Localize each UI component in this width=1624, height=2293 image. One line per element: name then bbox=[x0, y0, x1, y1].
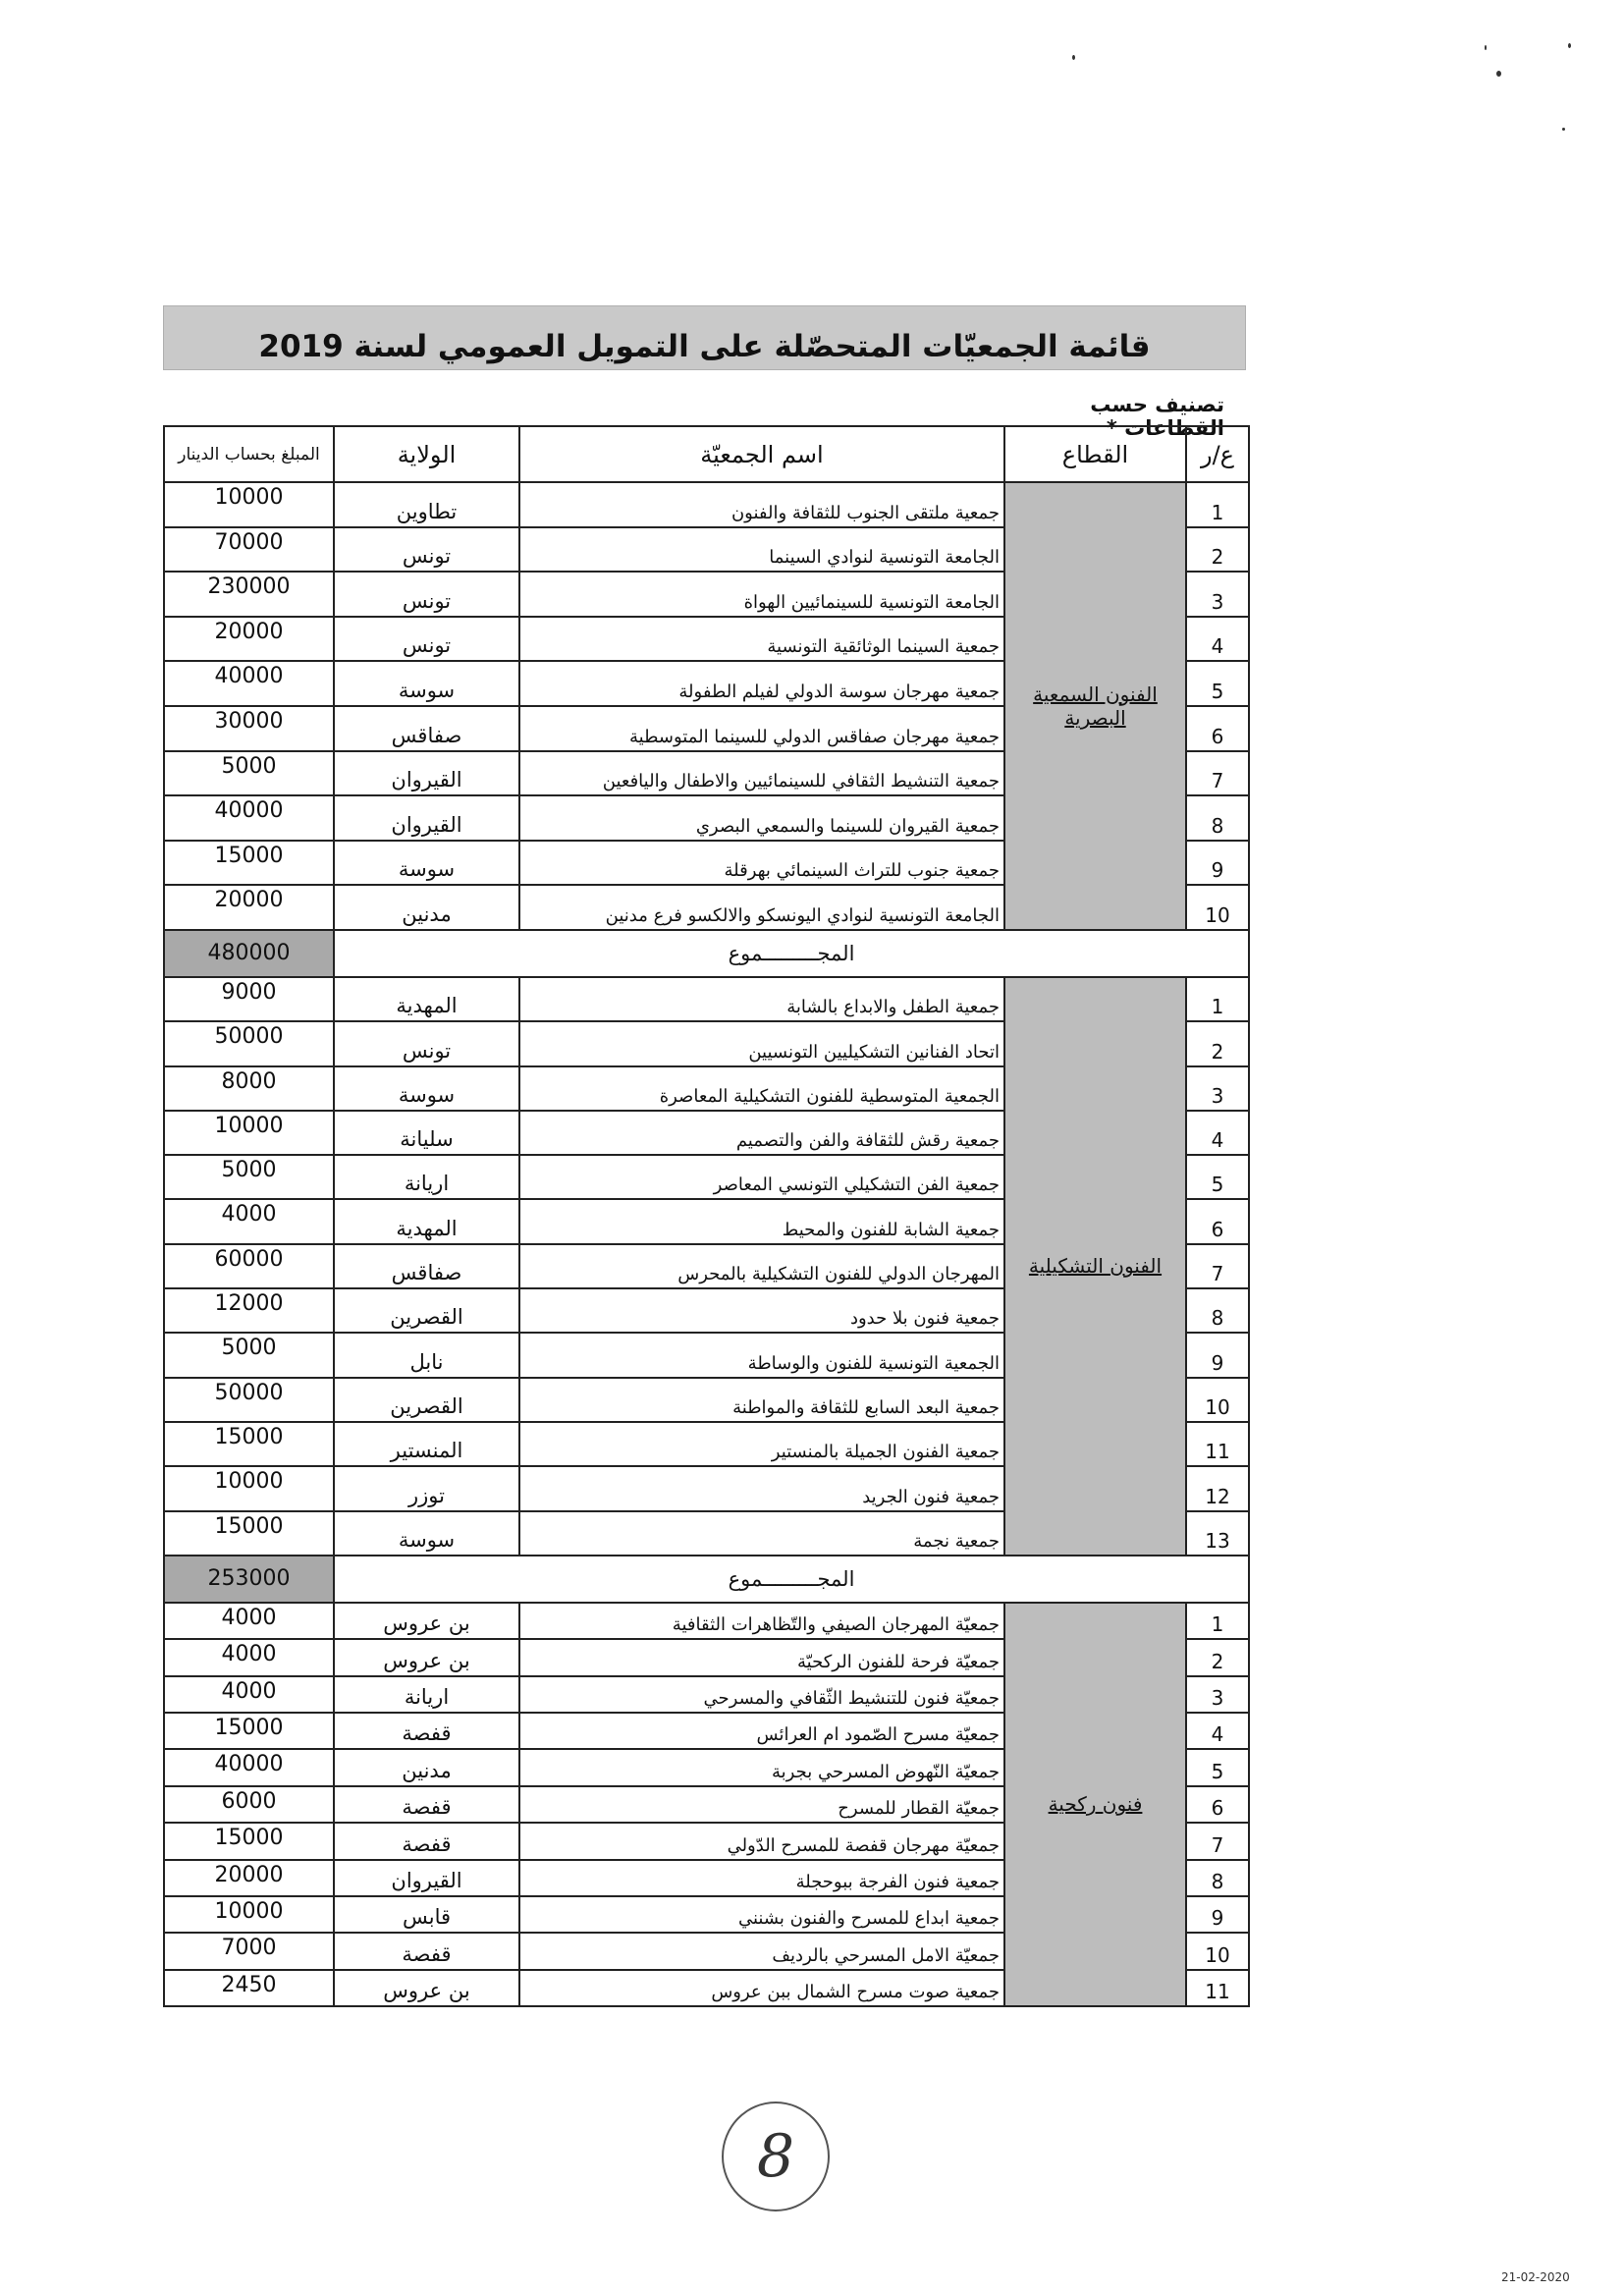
classification-subtitle: تصنيف حسب القطاعات * bbox=[1090, 393, 1224, 440]
row-number: 3 bbox=[1186, 572, 1249, 617]
association-name: جمعية فنون الفرجة ببوحجلة bbox=[519, 1860, 1004, 1896]
amount: 10000 bbox=[164, 482, 334, 527]
row-number: 1 bbox=[1186, 977, 1249, 1021]
association-name: جمعية الفنون الجميلة بالمنستير bbox=[519, 1422, 1004, 1466]
amount: 15000 bbox=[164, 1422, 334, 1466]
page-number-circle bbox=[722, 2102, 830, 2211]
association-name: جمعية ابداع للمسرح والفنون بشنني bbox=[519, 1896, 1004, 1933]
governorate: توزر bbox=[334, 1466, 519, 1510]
total-amount: 480000 bbox=[164, 930, 334, 977]
governorate: المنستير bbox=[334, 1422, 519, 1466]
amount: 40000 bbox=[164, 795, 334, 841]
row-number: 9 bbox=[1186, 841, 1249, 886]
governorate: قفصة bbox=[334, 1933, 519, 1969]
amount: 4000 bbox=[164, 1199, 334, 1243]
associations-table bbox=[163, 425, 1250, 2007]
association-name: جمعيّة مهرجان قفصة للمسرح الدّولي bbox=[519, 1823, 1004, 1859]
amount: 30000 bbox=[164, 706, 334, 751]
row-number: 6 bbox=[1186, 1199, 1249, 1243]
association-name: جمعية البعد السابع للثقافة والمواطنة bbox=[519, 1378, 1004, 1422]
header-name: اسم الجمعيّة bbox=[519, 426, 1004, 482]
governorate: مدنين bbox=[334, 1749, 519, 1785]
governorate: بن عروس bbox=[334, 1603, 519, 1639]
association-name: جمعية رقش للثقافة والفن والتصميم bbox=[519, 1111, 1004, 1155]
row-number: 9 bbox=[1186, 1333, 1249, 1377]
row-number: 10 bbox=[1186, 1378, 1249, 1422]
association-name: المهرجان الدولي للفنون التشكيلية بالمحرس bbox=[519, 1244, 1004, 1288]
amount: 12000 bbox=[164, 1288, 334, 1333]
row-number: 10 bbox=[1186, 1933, 1249, 1969]
row-number: 10 bbox=[1186, 885, 1249, 930]
governorate: بن عروس bbox=[334, 1970, 519, 2006]
association-name: الجمعية المتوسطية للفنون التشكيلية المعاصرة bbox=[519, 1066, 1004, 1111]
governorate: تونس bbox=[334, 572, 519, 617]
sector-cell: الفنون التشكيلية bbox=[1004, 977, 1186, 1556]
header-governorate: الولاية bbox=[334, 426, 519, 482]
amount: 15000 bbox=[164, 1511, 334, 1556]
row-number: 1 bbox=[1186, 1603, 1249, 1639]
sector-cell: فنون ركحية bbox=[1004, 1603, 1186, 2006]
document-title: قائمة الجمعيّات المتحصّلة على التمويل العمومي لسنة 2019 bbox=[258, 329, 1151, 364]
row-number: 1 bbox=[1186, 482, 1249, 527]
governorate: تونس bbox=[334, 527, 519, 573]
header-amount: المبلغ بحساب الدينار bbox=[164, 426, 334, 482]
amount: 40000 bbox=[164, 661, 334, 706]
amount: 10000 bbox=[164, 1466, 334, 1510]
association-name: الجامعة التونسية لنوادي السينما bbox=[519, 527, 1004, 573]
page-number: 8 bbox=[756, 2122, 795, 2191]
governorate: سوسة bbox=[334, 1066, 519, 1111]
association-name: جمعية فنون الجريد bbox=[519, 1466, 1004, 1510]
date-stamp: 21-02-2020 bbox=[1501, 2270, 1570, 2284]
amount: 20000 bbox=[164, 617, 334, 662]
row-number: 7 bbox=[1186, 1823, 1249, 1859]
association-name: جمعية التنشيط الثقافي للسينمائيين والاطفال واليافعين bbox=[519, 751, 1004, 796]
association-name: جمعيّة فنون للتنشيط الثّقافي والمسرحي bbox=[519, 1676, 1004, 1713]
row-number: 6 bbox=[1186, 1786, 1249, 1823]
row-number: 8 bbox=[1186, 1860, 1249, 1896]
governorate: قفصة bbox=[334, 1823, 519, 1859]
association-name: جمعية السينما الوثائقية التونسية bbox=[519, 617, 1004, 662]
association-name: جمعية الشابة للفنون والمحيط bbox=[519, 1199, 1004, 1243]
row-number: 11 bbox=[1186, 1970, 1249, 2006]
governorate: سليانة bbox=[334, 1111, 519, 1155]
total-row bbox=[164, 1556, 1249, 1603]
amount: 7000 bbox=[164, 1933, 334, 1969]
scan-speck bbox=[1485, 45, 1487, 50]
governorate: قابس bbox=[334, 1896, 519, 1933]
row-number: 12 bbox=[1186, 1466, 1249, 1510]
governorate: اريانة bbox=[334, 1155, 519, 1199]
row-number: 5 bbox=[1186, 1155, 1249, 1199]
association-name: جمعية جنوب للتراث السينمائي بهرقلة bbox=[519, 841, 1004, 886]
amount: 2450 bbox=[164, 1970, 334, 2006]
scan-speck bbox=[1072, 55, 1075, 60]
governorate: سوسة bbox=[334, 1511, 519, 1556]
header-sector: القطاع bbox=[1004, 426, 1186, 482]
association-name: جمعية الطفل والابداع بالشابة bbox=[519, 977, 1004, 1021]
amount: 60000 bbox=[164, 1244, 334, 1288]
governorate: اريانة bbox=[334, 1676, 519, 1713]
association-name: جمعيّة مسرح الصّمود ام العرائس bbox=[519, 1713, 1004, 1749]
association-name: جمعية ملتقى الجنوب للثقافة والفنون bbox=[519, 482, 1004, 527]
row-number: 11 bbox=[1186, 1422, 1249, 1466]
association-name: جمعية مهرجان صفاقس الدولي للسينما المتوسطية bbox=[519, 706, 1004, 751]
association-name: جمعية نجمة bbox=[519, 1511, 1004, 1556]
association-name: جمعيّة النّهوض المسرحي بجربة bbox=[519, 1749, 1004, 1785]
governorate: القصرين bbox=[334, 1378, 519, 1422]
governorate: القيروان bbox=[334, 751, 519, 796]
row-number: 3 bbox=[1186, 1676, 1249, 1713]
row-number: 6 bbox=[1186, 706, 1249, 751]
governorate: نابل bbox=[334, 1333, 519, 1377]
row-number: 4 bbox=[1186, 1713, 1249, 1749]
association-name: جمعية مهرجان سوسة الدولي لفيلم الطفولة bbox=[519, 661, 1004, 706]
total-amount: 253000 bbox=[164, 1556, 334, 1603]
amount: 15000 bbox=[164, 841, 334, 886]
amount: 50000 bbox=[164, 1378, 334, 1422]
total-label: المجـــــــــموع bbox=[334, 930, 1249, 977]
association-name: جمعية فنون بلا حدود bbox=[519, 1288, 1004, 1333]
association-name: جمعية القيروان للسينما والسمعي البصري bbox=[519, 795, 1004, 841]
association-name: جمعية صوت مسرح الشمال ببن عروس bbox=[519, 1970, 1004, 2006]
amount: 15000 bbox=[164, 1823, 334, 1859]
sector-cell: الفنون السمعية البصرية bbox=[1004, 482, 1186, 930]
row-number: 4 bbox=[1186, 1111, 1249, 1155]
row-number: 7 bbox=[1186, 751, 1249, 796]
row-number: 5 bbox=[1186, 1749, 1249, 1785]
governorate: صفاقس bbox=[334, 706, 519, 751]
scan-speck bbox=[1496, 71, 1501, 77]
governorate: قفصة bbox=[334, 1786, 519, 1823]
table-row bbox=[164, 977, 1249, 1021]
row-number: 2 bbox=[1186, 1639, 1249, 1675]
row-number: 5 bbox=[1186, 661, 1249, 706]
row-number: 2 bbox=[1186, 527, 1249, 573]
table-row bbox=[164, 482, 1249, 527]
amount: 20000 bbox=[164, 1860, 334, 1896]
governorate: المهدية bbox=[334, 1199, 519, 1243]
association-name: جمعيّة القطار للمسرح bbox=[519, 1786, 1004, 1823]
amount: 8000 bbox=[164, 1066, 334, 1111]
document-title-bar bbox=[163, 305, 1246, 370]
governorate: مدنين bbox=[334, 885, 519, 930]
association-name: جمعيّة المهرجان الصيفي والتّظاهرات الثقافية bbox=[519, 1603, 1004, 1639]
governorate: المهدية bbox=[334, 977, 519, 1021]
association-name: الجامعة التونسية لنوادي اليونسكو والالكسو فرع مدنين bbox=[519, 885, 1004, 930]
row-number: 8 bbox=[1186, 795, 1249, 841]
association-name: جمعيّة فرحة للفنون الركحيّة bbox=[519, 1639, 1004, 1675]
governorate: القصرين bbox=[334, 1288, 519, 1333]
amount: 5000 bbox=[164, 1333, 334, 1377]
amount: 10000 bbox=[164, 1896, 334, 1933]
row-number: 13 bbox=[1186, 1511, 1249, 1556]
governorate: تونس bbox=[334, 1021, 519, 1065]
total-label: المجـــــــــموع bbox=[334, 1556, 1249, 1603]
table-body bbox=[164, 482, 1249, 2006]
scan-speck bbox=[1562, 128, 1565, 131]
table-row bbox=[164, 1603, 1249, 1639]
row-number: 2 bbox=[1186, 1021, 1249, 1065]
amount: 15000 bbox=[164, 1713, 334, 1749]
row-number: 7 bbox=[1186, 1244, 1249, 1288]
association-name: جمعية الفن التشكيلي التونسي المعاصر bbox=[519, 1155, 1004, 1199]
governorate: قفصة bbox=[334, 1713, 519, 1749]
row-number: 9 bbox=[1186, 1896, 1249, 1933]
governorate: صفاقس bbox=[334, 1244, 519, 1288]
amount: 5000 bbox=[164, 1155, 334, 1199]
governorate: القيروان bbox=[334, 1860, 519, 1896]
amount: 230000 bbox=[164, 572, 334, 617]
association-name: الجمعية التونسية للفنون والوساطة bbox=[519, 1333, 1004, 1377]
amount: 9000 bbox=[164, 977, 334, 1021]
header-num: ع/ر bbox=[1186, 426, 1249, 482]
amount: 70000 bbox=[164, 527, 334, 573]
amount: 4000 bbox=[164, 1676, 334, 1713]
association-name: الجامعة التونسية للسينمائيين الهواة bbox=[519, 572, 1004, 617]
row-number: 3 bbox=[1186, 1066, 1249, 1111]
amount: 40000 bbox=[164, 1749, 334, 1785]
governorate: سوسة bbox=[334, 661, 519, 706]
governorate: تونس bbox=[334, 617, 519, 662]
association-name: جمعيّة الامل المسرحي بالرديف bbox=[519, 1933, 1004, 1969]
amount: 5000 bbox=[164, 751, 334, 796]
scan-speck bbox=[1568, 43, 1571, 48]
governorate: سوسة bbox=[334, 841, 519, 886]
governorate: القيروان bbox=[334, 795, 519, 841]
row-number: 8 bbox=[1186, 1288, 1249, 1333]
amount: 50000 bbox=[164, 1021, 334, 1065]
governorate: بن عروس bbox=[334, 1639, 519, 1675]
row-number: 4 bbox=[1186, 617, 1249, 662]
amount: 4000 bbox=[164, 1639, 334, 1675]
amount: 4000 bbox=[164, 1603, 334, 1639]
total-row bbox=[164, 930, 1249, 977]
governorate: تطاوين bbox=[334, 482, 519, 527]
amount: 10000 bbox=[164, 1111, 334, 1155]
amount: 20000 bbox=[164, 885, 334, 930]
association-name: اتحاد الفنانين التشكيليين التونسيين bbox=[519, 1021, 1004, 1065]
amount: 6000 bbox=[164, 1786, 334, 1823]
table-header-row bbox=[164, 426, 1249, 482]
